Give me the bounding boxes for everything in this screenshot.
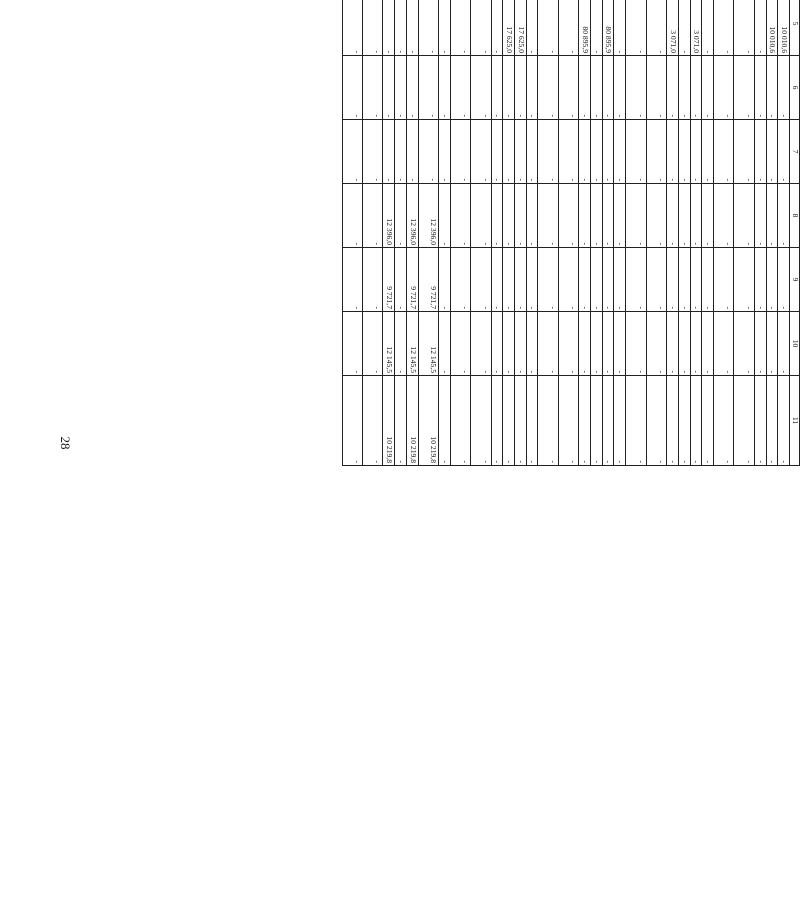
column-number-5: 5 — [790, 0, 800, 56]
amount-cell: - — [383, 56, 395, 120]
amount-cell: - — [471, 376, 491, 466]
amount-cell: - — [538, 376, 558, 466]
amount-cell: - — [418, 56, 438, 120]
amount-cell: 80 895,9 — [602, 0, 614, 56]
amount-cell: - — [558, 0, 578, 56]
amount-cell: - — [646, 312, 666, 376]
amount-cell: - — [678, 184, 690, 248]
amount-cell: - — [702, 248, 714, 312]
amount-cell: - — [690, 248, 702, 312]
amount-cell: - — [526, 120, 538, 184]
amount-cell: - — [690, 120, 702, 184]
amount-cell: - — [678, 312, 690, 376]
amount-cell: - — [678, 56, 690, 120]
table-row — [395, 0, 407, 466]
amount-cell: 9 721,7 — [406, 248, 418, 312]
amount-cell: - — [626, 248, 646, 312]
amount-cell: - — [690, 184, 702, 248]
amount-cell: - — [667, 376, 679, 466]
amount-cell: - — [395, 248, 407, 312]
amount-cell: - — [591, 248, 603, 312]
amount-cell: - — [515, 120, 527, 184]
amount-cell: - — [667, 184, 679, 248]
amount-cell: - — [538, 184, 558, 248]
amount-cell: - — [579, 184, 591, 248]
amount-cell: - — [754, 0, 766, 56]
amount-cell: - — [646, 248, 666, 312]
table-row — [734, 0, 754, 466]
table-row — [450, 0, 470, 466]
table-row — [754, 0, 766, 466]
table-row — [766, 0, 778, 466]
amount-cell: - — [362, 376, 382, 466]
amount-cell: - — [538, 120, 558, 184]
table-row — [342, 0, 362, 466]
amount-cell: - — [450, 184, 470, 248]
amount-cell: - — [491, 312, 503, 376]
amount-cell: - — [626, 56, 646, 120]
amount-cell: - — [526, 312, 538, 376]
amount-cell: - — [558, 56, 578, 120]
amount-cell: - — [342, 312, 362, 376]
amount-cell: - — [395, 0, 407, 56]
amount-cell: - — [778, 120, 790, 184]
amount-cell: - — [471, 248, 491, 312]
amount-cell: - — [678, 248, 690, 312]
table-row — [383, 0, 395, 466]
amount-cell: - — [538, 0, 558, 56]
amount-cell: - — [362, 120, 382, 184]
amount-cell: - — [471, 0, 491, 56]
amount-cell: - — [491, 120, 503, 184]
amount-cell: - — [439, 248, 451, 312]
table-row — [538, 0, 558, 466]
budget-table — [342, 0, 800, 466]
amount-cell: - — [754, 376, 766, 466]
table-row — [503, 0, 515, 466]
amount-cell: - — [754, 312, 766, 376]
amount-cell: - — [602, 56, 614, 120]
amount-cell: 10 219,8 — [418, 376, 438, 466]
amount-cell: - — [713, 56, 733, 120]
amount-cell: - — [591, 120, 603, 184]
amount-cell: 12 396,0 — [418, 184, 438, 248]
amount-cell: - — [503, 120, 515, 184]
amount-cell: - — [342, 376, 362, 466]
table-row — [362, 0, 382, 466]
amount-cell: - — [667, 248, 679, 312]
amount-cell: - — [439, 0, 451, 56]
amount-cell: - — [602, 376, 614, 466]
amount-cell: 3 071,0 — [690, 0, 702, 56]
table-body — [342, 0, 789, 466]
amount-cell: - — [713, 184, 733, 248]
amount-cell: - — [602, 248, 614, 312]
amount-cell: - — [406, 120, 418, 184]
amount-cell: - — [690, 312, 702, 376]
amount-cell: - — [591, 184, 603, 248]
amount-cell: 9 721,7 — [383, 248, 395, 312]
amount-cell: - — [626, 312, 646, 376]
table-row — [702, 0, 714, 466]
column-number-7: 7 — [790, 120, 800, 184]
amount-cell: - — [734, 0, 754, 56]
amount-cell: - — [579, 248, 591, 312]
amount-cell: - — [614, 248, 626, 312]
amount-cell: - — [515, 184, 527, 248]
amount-cell: - — [538, 56, 558, 120]
amount-cell: - — [515, 376, 527, 466]
amount-cell: - — [342, 120, 362, 184]
amount-cell: - — [591, 0, 603, 56]
amount-cell: - — [690, 376, 702, 466]
amount-cell: - — [491, 376, 503, 466]
amount-cell: - — [626, 0, 646, 56]
amount-cell: - — [450, 376, 470, 466]
table-row — [602, 0, 614, 466]
amount-cell: - — [515, 56, 527, 120]
amount-cell: - — [538, 312, 558, 376]
amount-cell: - — [734, 312, 754, 376]
table-row — [678, 0, 690, 466]
amount-cell: - — [503, 184, 515, 248]
amount-cell: - — [766, 248, 778, 312]
table-row — [690, 0, 702, 466]
amount-cell: - — [734, 56, 754, 120]
amount-cell: - — [418, 120, 438, 184]
amount-cell: - — [754, 56, 766, 120]
amount-cell: - — [558, 312, 578, 376]
amount-cell: - — [614, 376, 626, 466]
amount-cell: - — [471, 184, 491, 248]
amount-cell: - — [734, 120, 754, 184]
amount-cell: - — [526, 184, 538, 248]
amount-cell: - — [471, 312, 491, 376]
amount-cell: - — [734, 248, 754, 312]
amount-cell: - — [395, 56, 407, 120]
amount-cell: - — [515, 248, 527, 312]
column-number-11: 11 — [790, 376, 800, 466]
amount-cell: - — [778, 376, 790, 466]
table-row — [418, 0, 438, 466]
amount-cell: - — [450, 312, 470, 376]
amount-cell: - — [678, 120, 690, 184]
table-row — [439, 0, 451, 466]
amount-cell: - — [626, 184, 646, 248]
amount-cell: - — [362, 56, 382, 120]
amount-cell: - — [778, 312, 790, 376]
amount-cell: - — [614, 0, 626, 56]
amount-cell: - — [734, 376, 754, 466]
amount-cell: - — [503, 376, 515, 466]
amount-cell: - — [614, 312, 626, 376]
amount-cell: - — [754, 248, 766, 312]
table-row — [558, 0, 578, 466]
amount-cell: - — [526, 56, 538, 120]
amount-cell: - — [450, 56, 470, 120]
amount-cell: - — [646, 120, 666, 184]
amount-cell: - — [558, 376, 578, 466]
amount-cell: - — [591, 312, 603, 376]
amount-cell: - — [450, 0, 470, 56]
amount-cell: - — [491, 184, 503, 248]
amount-cell: - — [602, 120, 614, 184]
amount-cell: - — [614, 120, 626, 184]
amount-cell: - — [713, 376, 733, 466]
amount-cell: - — [579, 312, 591, 376]
table-row — [778, 0, 790, 466]
amount-cell: - — [395, 312, 407, 376]
amount-cell: - — [579, 56, 591, 120]
amount-cell: - — [713, 312, 733, 376]
amount-cell: - — [702, 376, 714, 466]
amount-cell: - — [491, 248, 503, 312]
amount-cell: - — [395, 120, 407, 184]
column-number-6: 6 — [790, 56, 800, 120]
amount-cell: - — [515, 312, 527, 376]
amount-cell: - — [395, 184, 407, 248]
amount-cell: - — [678, 376, 690, 466]
amount-cell: - — [778, 56, 790, 120]
amount-cell: - — [362, 0, 382, 56]
amount-cell: - — [754, 120, 766, 184]
table-row — [591, 0, 603, 466]
amount-cell: - — [579, 120, 591, 184]
amount-cell: - — [646, 0, 666, 56]
amount-cell: - — [439, 312, 451, 376]
amount-cell: - — [579, 376, 591, 466]
amount-cell: - — [667, 56, 679, 120]
amount-cell: - — [614, 56, 626, 120]
amount-cell: - — [558, 184, 578, 248]
amount-cell: - — [558, 248, 578, 312]
amount-cell: 12 145,5 — [383, 312, 395, 376]
amount-cell: - — [766, 312, 778, 376]
amount-cell: - — [678, 0, 690, 56]
amount-cell: 12 145,5 — [418, 312, 438, 376]
amount-cell: - — [690, 56, 702, 120]
amount-cell: 17 625,0 — [503, 0, 515, 56]
column-number-9: 9 — [790, 248, 800, 312]
rotated-page — [240, 0, 800, 465]
amount-cell: - — [439, 120, 451, 184]
amount-cell: - — [450, 120, 470, 184]
column-number-10: 10 — [790, 312, 800, 376]
amount-cell: - — [439, 56, 451, 120]
amount-cell: 9 721,7 — [418, 248, 438, 312]
amount-cell: - — [646, 376, 666, 466]
amount-cell: 10 010,6 — [778, 0, 790, 56]
amount-cell: 10 219,8 — [383, 376, 395, 466]
amount-cell: - — [626, 376, 646, 466]
table-row — [579, 0, 591, 466]
amount-cell: - — [602, 184, 614, 248]
amount-cell: - — [450, 248, 470, 312]
amount-cell: 17 625,0 — [515, 0, 527, 56]
amount-cell: - — [766, 376, 778, 466]
amount-cell: - — [395, 376, 407, 466]
amount-cell: 10 219,8 — [406, 376, 418, 466]
amount-cell: - — [406, 56, 418, 120]
amount-cell: - — [503, 248, 515, 312]
amount-cell: - — [778, 184, 790, 248]
amount-cell: - — [526, 248, 538, 312]
amount-cell: - — [713, 120, 733, 184]
column-number-row — [790, 0, 800, 466]
amount-cell: 10 010,6 — [766, 0, 778, 56]
amount-cell: - — [491, 56, 503, 120]
table-row — [626, 0, 646, 466]
amount-cell: 12 145,5 — [406, 312, 418, 376]
amount-cell: - — [591, 376, 603, 466]
amount-cell: - — [471, 56, 491, 120]
amount-cell: - — [702, 0, 714, 56]
amount-cell: - — [342, 248, 362, 312]
amount-cell: - — [646, 56, 666, 120]
amount-cell: - — [667, 120, 679, 184]
amount-cell: - — [558, 120, 578, 184]
amount-cell: - — [342, 0, 362, 56]
page-number: 28 — [58, 436, 73, 450]
table-row — [614, 0, 626, 466]
amount-cell: - — [471, 120, 491, 184]
amount-cell: - — [614, 184, 626, 248]
amount-cell: - — [503, 312, 515, 376]
amount-cell: - — [406, 0, 418, 56]
amount-cell: - — [439, 184, 451, 248]
table-row — [667, 0, 679, 466]
table-row — [471, 0, 491, 466]
amount-cell: - — [646, 184, 666, 248]
amount-cell: - — [362, 312, 382, 376]
amount-cell: - — [766, 184, 778, 248]
amount-cell: - — [713, 248, 733, 312]
table-row — [491, 0, 503, 466]
column-number-8: 8 — [790, 184, 800, 248]
amount-cell: - — [734, 184, 754, 248]
table-row — [515, 0, 527, 466]
amount-cell: - — [342, 184, 362, 248]
amount-cell: - — [503, 56, 515, 120]
amount-cell: - — [702, 184, 714, 248]
amount-cell: - — [766, 56, 778, 120]
amount-cell: - — [702, 56, 714, 120]
table-row — [526, 0, 538, 466]
amount-cell: - — [754, 184, 766, 248]
amount-cell: - — [418, 0, 438, 56]
amount-cell: - — [591, 56, 603, 120]
amount-cell: - — [342, 56, 362, 120]
amount-cell: - — [526, 0, 538, 56]
table-row — [713, 0, 733, 466]
amount-cell: - — [667, 312, 679, 376]
amount-cell: - — [538, 248, 558, 312]
amount-cell: 80 895,9 — [579, 0, 591, 56]
amount-cell: - — [602, 312, 614, 376]
amount-cell: - — [778, 248, 790, 312]
amount-cell: - — [713, 0, 733, 56]
amount-cell: 12 396,0 — [406, 184, 418, 248]
amount-cell: - — [702, 120, 714, 184]
amount-cell: 12 396,0 — [383, 184, 395, 248]
table-row — [406, 0, 418, 466]
amount-cell: - — [439, 376, 451, 466]
amount-cell: 3 071,0 — [667, 0, 679, 56]
amount-cell: - — [626, 120, 646, 184]
amount-cell: - — [702, 312, 714, 376]
amount-cell: - — [362, 184, 382, 248]
amount-cell: - — [491, 0, 503, 56]
amount-cell: - — [526, 376, 538, 466]
amount-cell: - — [383, 120, 395, 184]
table-row — [646, 0, 666, 466]
amount-cell: - — [766, 120, 778, 184]
amount-cell: - — [362, 248, 382, 312]
amount-cell: - — [383, 0, 395, 56]
